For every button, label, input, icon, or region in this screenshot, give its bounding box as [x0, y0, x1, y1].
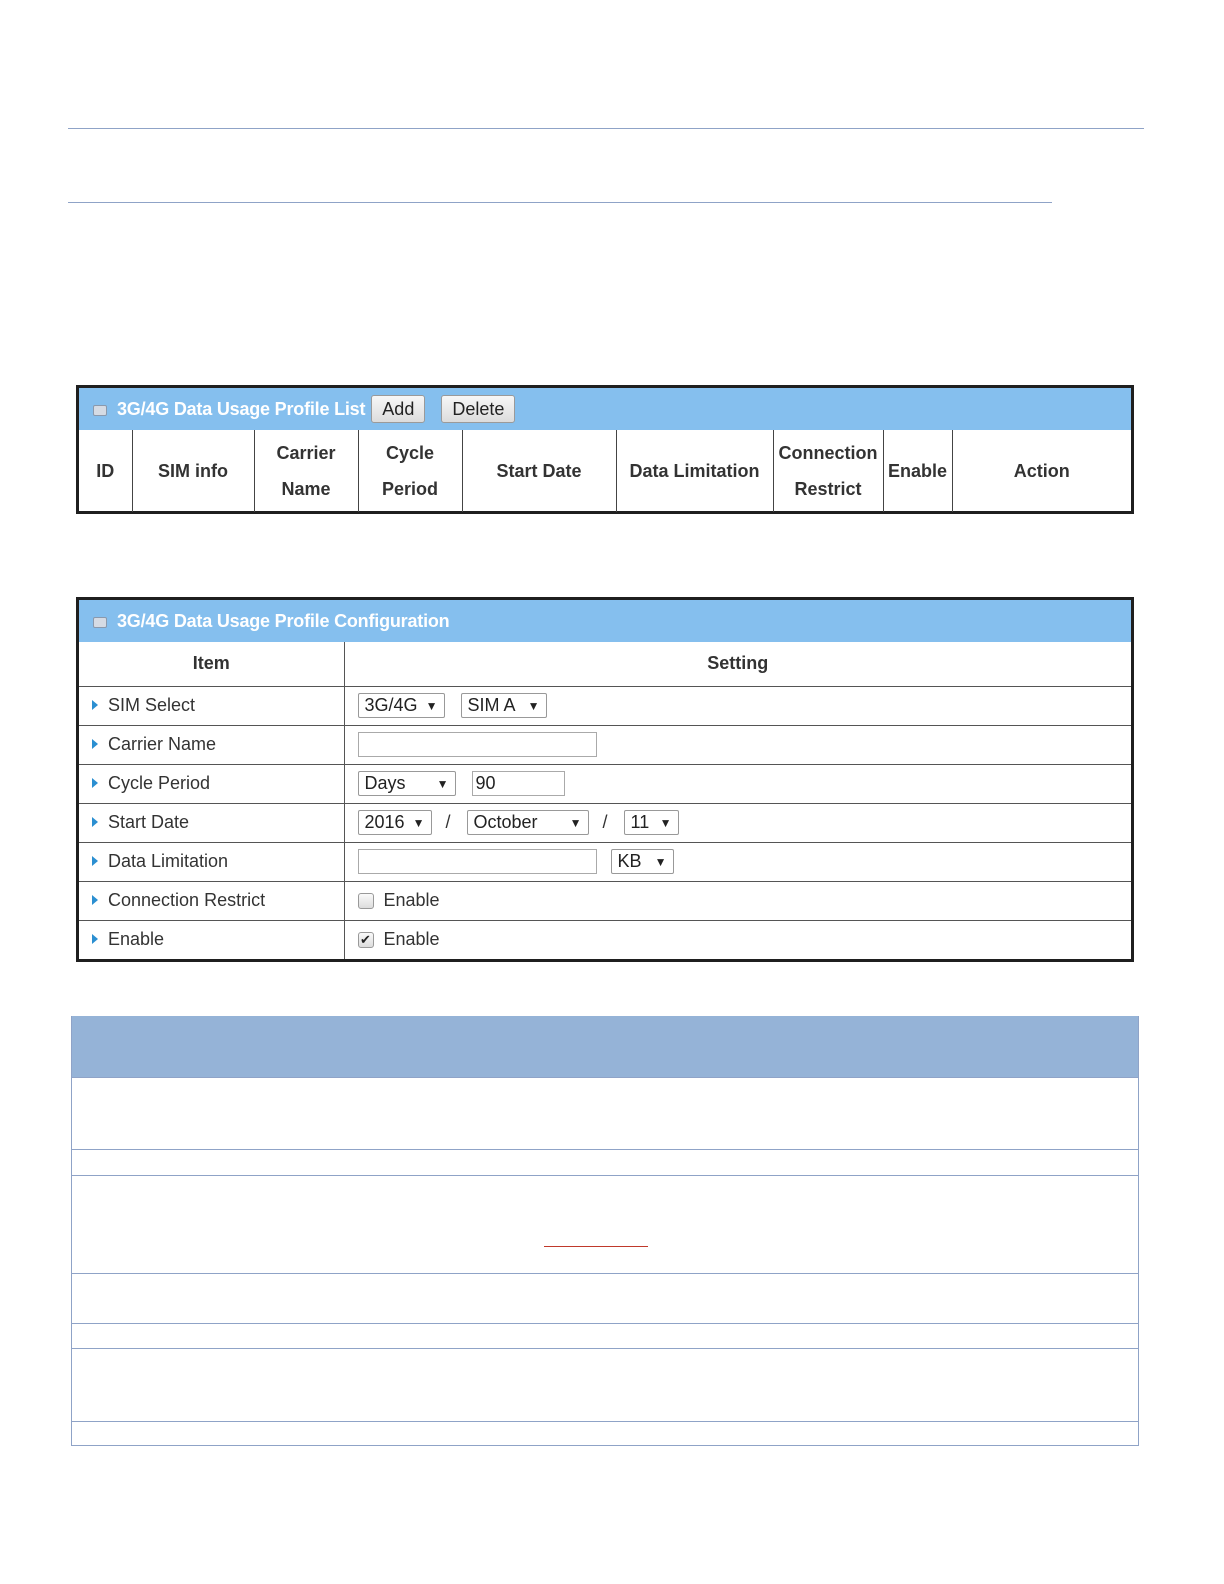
config-header-row [79, 642, 1131, 686]
row-sim-select [79, 686, 1131, 725]
header-rule-bottom [68, 202, 1052, 203]
col-cycle-period: Cycle Period [358, 430, 462, 512]
col-enable: Enable [883, 430, 952, 512]
profile-config-table [79, 642, 1131, 959]
bullet-arrow-icon [92, 739, 98, 749]
cycle-period-input[interactable]: 90 [472, 771, 565, 796]
bullet-arrow-icon [92, 934, 98, 944]
data-unit-select[interactable]: KB ▼ [611, 849, 674, 874]
panel-icon [93, 405, 107, 416]
dropdown-arrow-icon: ▼ [425, 698, 438, 713]
panel-icon [93, 617, 107, 628]
dropdown-arrow-icon: ▼ [527, 698, 540, 713]
dropdown-arrow-icon: ▼ [569, 815, 582, 830]
delete-button[interactable]: Delete [441, 395, 515, 423]
col-carrier-name: Carrier Name [254, 430, 358, 512]
col-sim-info: SIM info [132, 430, 254, 512]
date-separator: / [445, 812, 451, 832]
table-row [72, 1323, 1138, 1348]
profile-config-header [79, 600, 1131, 642]
checkmark-icon: ✔ [360, 932, 371, 948]
col-connection-restrict: Connection Restrict [773, 430, 883, 512]
start-date-label: Start Date [108, 812, 190, 832]
enable-label: Enable [108, 929, 165, 950]
connection-restrict-checkbox[interactable] [358, 893, 374, 909]
col-action: Action [1013, 461, 1070, 481]
profile-list-table [79, 430, 1131, 512]
bullet-arrow-icon [92, 817, 98, 827]
dropdown-arrow-icon: ▼ [659, 815, 672, 830]
cycle-period-label: Cycle Period [108, 773, 211, 793]
table-row [72, 1077, 1138, 1149]
row-connection-restrict [79, 881, 1131, 920]
col-data-limitation: Data Limitation [616, 430, 773, 512]
row-start-date [79, 803, 1131, 842]
cycle-unit-select[interactable]: Days ▼ [358, 771, 456, 796]
enable-checkbox-label: Enable [383, 929, 440, 950]
dropdown-arrow-icon: ▼ [412, 815, 425, 830]
bullet-arrow-icon [92, 778, 98, 788]
start-year-select[interactable]: 2016 ▼ [358, 810, 432, 835]
dropdown-arrow-icon: ▼ [436, 776, 449, 791]
bullet-arrow-icon [92, 700, 98, 710]
profile-list-header [79, 388, 1131, 430]
col-item: Item [79, 642, 344, 686]
bullet-arrow-icon [92, 895, 98, 905]
row-enable [79, 920, 1131, 959]
profile-config-title: 3G/4G Data Usage Profile Configuration [117, 610, 450, 631]
table-row [72, 1421, 1138, 1446]
col-id: ID [79, 430, 132, 512]
sim-card-select[interactable]: SIM A ▼ [461, 693, 547, 718]
description-table-header [72, 1016, 1138, 1077]
connection-restrict-enable-label: Enable [383, 890, 440, 910]
table-row [72, 1348, 1138, 1421]
network-type-select[interactable]: 3G/4G ▼ [358, 693, 445, 718]
row-cycle-period [79, 764, 1131, 803]
description-table [71, 1016, 1139, 1446]
connection-restrict-label: Connection Restrict [108, 890, 266, 910]
carrier-name-label: Carrier Name [108, 734, 217, 754]
data-limitation-label: Data Limitation [108, 851, 229, 871]
profile-config-panel [76, 597, 1134, 962]
start-day-select[interactable]: 11 ▼ [624, 810, 679, 835]
link-underline [544, 1246, 648, 1247]
dropdown-arrow-icon: ▼ [654, 854, 667, 869]
profile-list-panel [76, 385, 1134, 514]
table-row [72, 1149, 1138, 1175]
header-rule-top [68, 128, 1144, 129]
row-data-limitation [79, 842, 1131, 881]
enable-checkbox[interactable] [358, 932, 374, 948]
table-row [72, 1273, 1138, 1323]
data-limitation-input[interactable] [358, 849, 597, 874]
start-month-select[interactable]: October ▼ [467, 810, 589, 835]
col-start-date: Start Date [462, 430, 616, 512]
row-carrier-name [79, 725, 1131, 764]
bullet-arrow-icon [92, 856, 98, 866]
sim-select-label: SIM Select [108, 695, 196, 715]
col-setting: Setting [344, 642, 1131, 686]
add-button[interactable]: Add [371, 395, 425, 423]
carrier-name-input[interactable] [358, 732, 597, 757]
table-header-row [79, 430, 1131, 512]
table-row [72, 1175, 1138, 1273]
date-separator: / [602, 812, 608, 832]
profile-list-title: 3G/4G Data Usage Profile List [117, 398, 366, 419]
